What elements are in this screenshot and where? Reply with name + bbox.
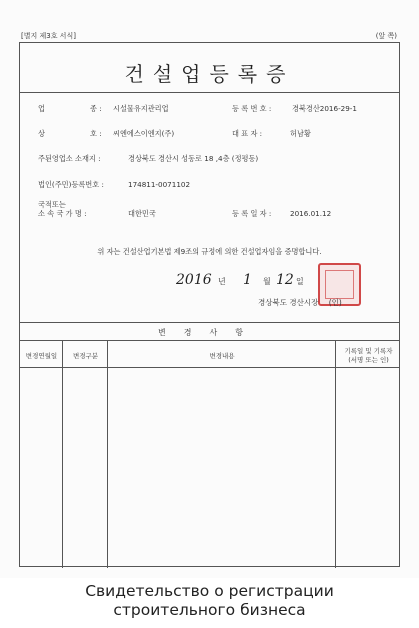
col-divider-3 (335, 340, 336, 568)
col-recorder: 기록일 및 기록자 (344, 347, 393, 355)
nationality-label-2: 소 속 국 가 명 : (38, 209, 87, 218)
col-divider-1 (62, 340, 63, 568)
trade-value: 씨엔에스이엔지(주) (113, 129, 175, 138)
col-change-content: 변경내용 (209, 352, 235, 360)
company-label: 업 (38, 104, 45, 113)
caption-line-2: строительного бизнеса (113, 601, 306, 619)
office-label: 주된영업소 소재지 : (38, 154, 101, 163)
reg-date-value: 2016.01.12 (290, 209, 332, 218)
reg-no-value: 경북경산2016-29-1 (292, 104, 357, 113)
rep-label: 대 표 자 : (232, 129, 263, 138)
corp-label: 법인(주민)등록번호 : (38, 180, 104, 189)
company-value: 시설물유지관리업 (113, 104, 169, 113)
reg-date-label: 등 록 일 자 : (232, 209, 272, 218)
caption-line-1: Свидетельство о регистрации (85, 582, 334, 600)
form-number: [별지 제3호 서식] (21, 32, 76, 40)
col-change-type: 변경구분 (72, 352, 99, 360)
trade-mid: 호 : (90, 129, 102, 138)
year-unit: 년 (218, 277, 226, 286)
col-divider-2 (107, 340, 108, 568)
changes-header-top-line (19, 340, 400, 341)
issuing-authority (258, 297, 342, 308)
certification-statement: 위 자는 건설산업기본법 제9조의 규정에 의한 건설업자임을 증명합니다. (97, 247, 322, 256)
col-change-date: 변경연월일 (25, 352, 58, 360)
russian-caption (0, 582, 419, 620)
authority-name: 경상북도 경산시장 (258, 298, 319, 307)
reg-no-label: 등 록 번 호 : (232, 104, 272, 113)
col-signature: (서명 또는 인) (348, 356, 389, 364)
nationality-label-1: 국적또는 (38, 200, 66, 209)
day-unit: 일 (296, 277, 304, 286)
changes-header-bottom-line (19, 367, 400, 368)
rep-value: 허남황 (290, 129, 311, 138)
issue-year: 2016 (176, 272, 212, 288)
issue-month: 1 (243, 272, 252, 288)
month-unit: 월 (263, 277, 271, 286)
changes-table-title: 변경사항 (158, 328, 261, 337)
authority-seal-mark: (인) (328, 298, 342, 307)
changes-table (19, 322, 400, 568)
office-value: 경상북도 경산시 성동로 18 ,4층 (정평동) (128, 154, 259, 163)
trade-label: 상 (38, 129, 45, 138)
nationality-value: 대한민국 (128, 209, 156, 218)
issue-day: 12 (276, 272, 294, 288)
title-divider (19, 92, 400, 93)
page-side: (앞 쪽) (375, 32, 397, 40)
corp-value: 174811-0071102 (128, 180, 191, 189)
certificate-title: 건설업등록증 (124, 62, 295, 86)
company-mid: 종 : (90, 104, 102, 113)
